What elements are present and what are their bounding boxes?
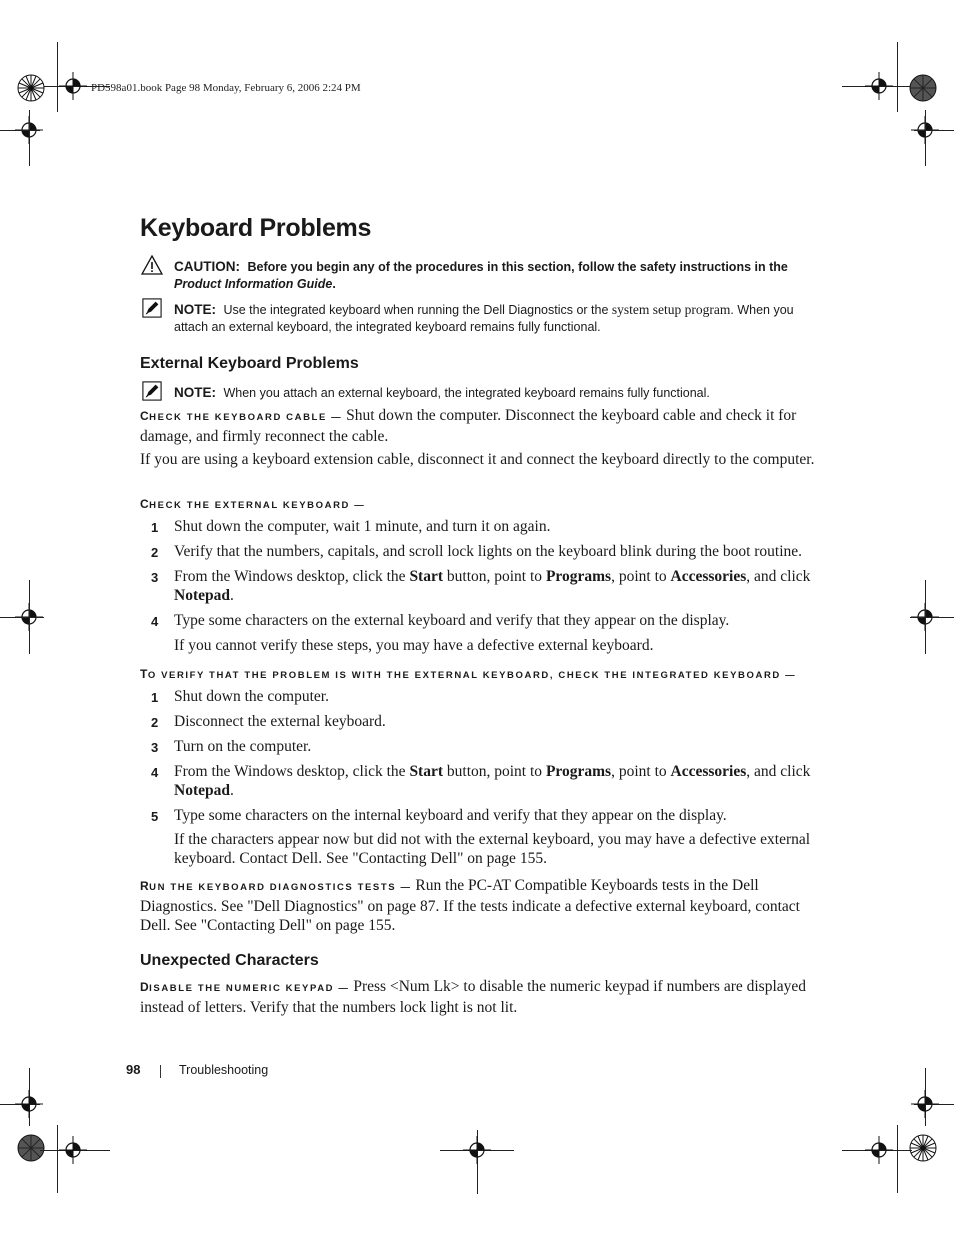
step-number: 3 (151, 570, 159, 585)
registration-mark-icon (911, 1090, 939, 1118)
check-cable-text: Shut down the computer. Disconnect the keyboard cable and check it for damage, and firmly reconnect the cable. (140, 407, 797, 445)
step-text: Disconnect the external keyboard. (174, 713, 386, 730)
star-target-icon (909, 1134, 937, 1162)
page-title: Keyboard Problems (140, 214, 372, 242)
disable-text: Press <Num Lk> to disable the numeric keypad if numbers are displayed instead of letters. Verify that the numbers lock light is not lit. (140, 978, 807, 1016)
system-setup-program-link[interactable]: system setup program (611, 302, 731, 317)
star-target-icon (17, 1134, 45, 1162)
run-diagnostics (140, 876, 815, 935)
step-text: Verify that the numbers, capitals, and scroll lock lights on the keyboard blink during the boot routine. (174, 543, 803, 560)
note-label: NOTE: (174, 302, 216, 317)
diagnostics-cap: R (140, 879, 150, 893)
registration-mark-icon (59, 1136, 87, 1164)
note-label: NOTE: (174, 385, 216, 400)
registration-mark-icon (865, 72, 893, 100)
extension-cable-paragraph: If you are using a keyboard extension cable, disconnect it and connect the keyboard directly to the computer. (140, 451, 815, 468)
verify-rest: O VERIFY THAT THE PROBLEM IS WITH THE EXTERNAL KEYBOARD, CHECK THE INTEGRATED KEYBOARD — (147, 670, 797, 681)
step-text: From the Windows desktop, click the Start button, point to Programs, point to Accessories, and click Notepad. (174, 568, 811, 604)
step-text: Type some characters on the internal keyboard and verify that they appear on the display. (174, 807, 727, 824)
verify-conclusion: If the characters appear now but did not with the external keyboard, you may have a defective external keyboard. Contact Dell. See "Contacting Dell" on page 155. (174, 831, 811, 867)
step-number: 4 (151, 614, 159, 629)
check-cable-heading (140, 409, 343, 423)
star-target-icon (17, 74, 45, 102)
step-number: 2 (151, 545, 159, 560)
note-text-b: . When you attach an external keyboard, the integrated keyboard remains fully functional. (174, 303, 794, 334)
step-number: 4 (151, 765, 159, 780)
warning-triangle-icon (141, 255, 163, 275)
file-info: PD598a01.book Page 98 Monday, February 6, 2006 2:24 PM (91, 82, 361, 94)
disable-rest: ISABLE THE NUMERIC KEYPAD — (149, 983, 350, 994)
notepad-label: Notepad (174, 587, 230, 604)
check-cable-cap: C (140, 409, 150, 423)
step-number: 2 (151, 715, 159, 730)
accessories-label: Accessories (670, 763, 747, 780)
step-text: Type some characters on the external keyboard and verify that they appear on the display. (174, 612, 730, 629)
notepad-label: Notepad (174, 782, 230, 799)
footer-divider (160, 1065, 161, 1078)
note-external-keyboard (174, 384, 814, 402)
registration-mark-icon (15, 1090, 43, 1118)
check-external-rest: HECK THE EXTERNAL KEYBOARD — (149, 500, 366, 511)
steps-conclusion: If you cannot verify these steps, you may have a defective external keyboard. (174, 637, 654, 654)
check-keyboard-cable (140, 406, 815, 446)
caution-text: Before you begin any of the procedures in this section, follow the safety instructions in the (247, 260, 788, 274)
start-label: Start (409, 568, 444, 585)
section-heading-unexpected: Unexpected Characters (140, 952, 319, 969)
pencil-note-icon (141, 298, 163, 318)
disable-numeric-keypad (140, 977, 815, 1017)
caution-notice (174, 258, 814, 293)
registration-mark-icon (59, 72, 87, 100)
star-target-icon (909, 74, 937, 102)
page-number: 98 (126, 1062, 141, 1077)
check-cable-rest: HECK THE KEYBOARD CABLE — (149, 412, 343, 423)
step-text: Turn on the computer. (174, 738, 312, 755)
start-label: Start (409, 763, 444, 780)
caution-end: . (332, 277, 336, 291)
caution-label: CAUTION: (174, 259, 240, 274)
footer-section-title: Troubleshooting (179, 1063, 269, 1077)
registration-mark-icon (463, 1136, 491, 1164)
section-heading-external: External Keyboard Problems (140, 355, 359, 372)
accessories-label: Accessories (670, 568, 747, 585)
note-integrated-keyboard (174, 301, 814, 336)
note-text: When you attach an external keyboard, the integrated keyboard remains fully functional. (223, 386, 710, 400)
step-number: 3 (151, 740, 159, 755)
diagnostics-rest: UN THE KEYBOARD DIAGNOSTICS TESTS — (149, 882, 412, 893)
diagnostics-text: Run the PC-AT Compatible Keyboards tests in the Dell Diagnostics. See "Dell Diagnostics" on page 87. If the tests indicate a defective external keyboard, contact Dell. See "Contacting Dell" on page 155. (140, 877, 800, 934)
verify-cap: T (140, 667, 148, 681)
check-external-keyboard-heading (140, 495, 820, 513)
step-number: 1 (151, 690, 159, 705)
step-text: From the Windows desktop, click the Start button, point to Programs, point to Accessories, and click Notepad. (174, 763, 811, 799)
programs-label: Programs (545, 763, 612, 780)
note-text-a: Use the integrated keyboard when running the Dell Diagnostics or the (223, 303, 609, 317)
step-number: 1 (151, 520, 159, 535)
check-external-cap: C (140, 497, 150, 511)
caution-doc-title: Product Information Guide (174, 277, 333, 291)
step-text: Shut down the computer, wait 1 minute, and turn it on again. (174, 518, 551, 535)
step-text: Shut down the computer. (174, 688, 329, 705)
disable-cap: D (140, 980, 150, 994)
registration-mark-icon (865, 1136, 893, 1164)
pencil-note-icon (141, 381, 163, 401)
step-number: 5 (151, 809, 159, 824)
programs-label: Programs (545, 568, 612, 585)
verify-integrated-heading (140, 665, 820, 683)
